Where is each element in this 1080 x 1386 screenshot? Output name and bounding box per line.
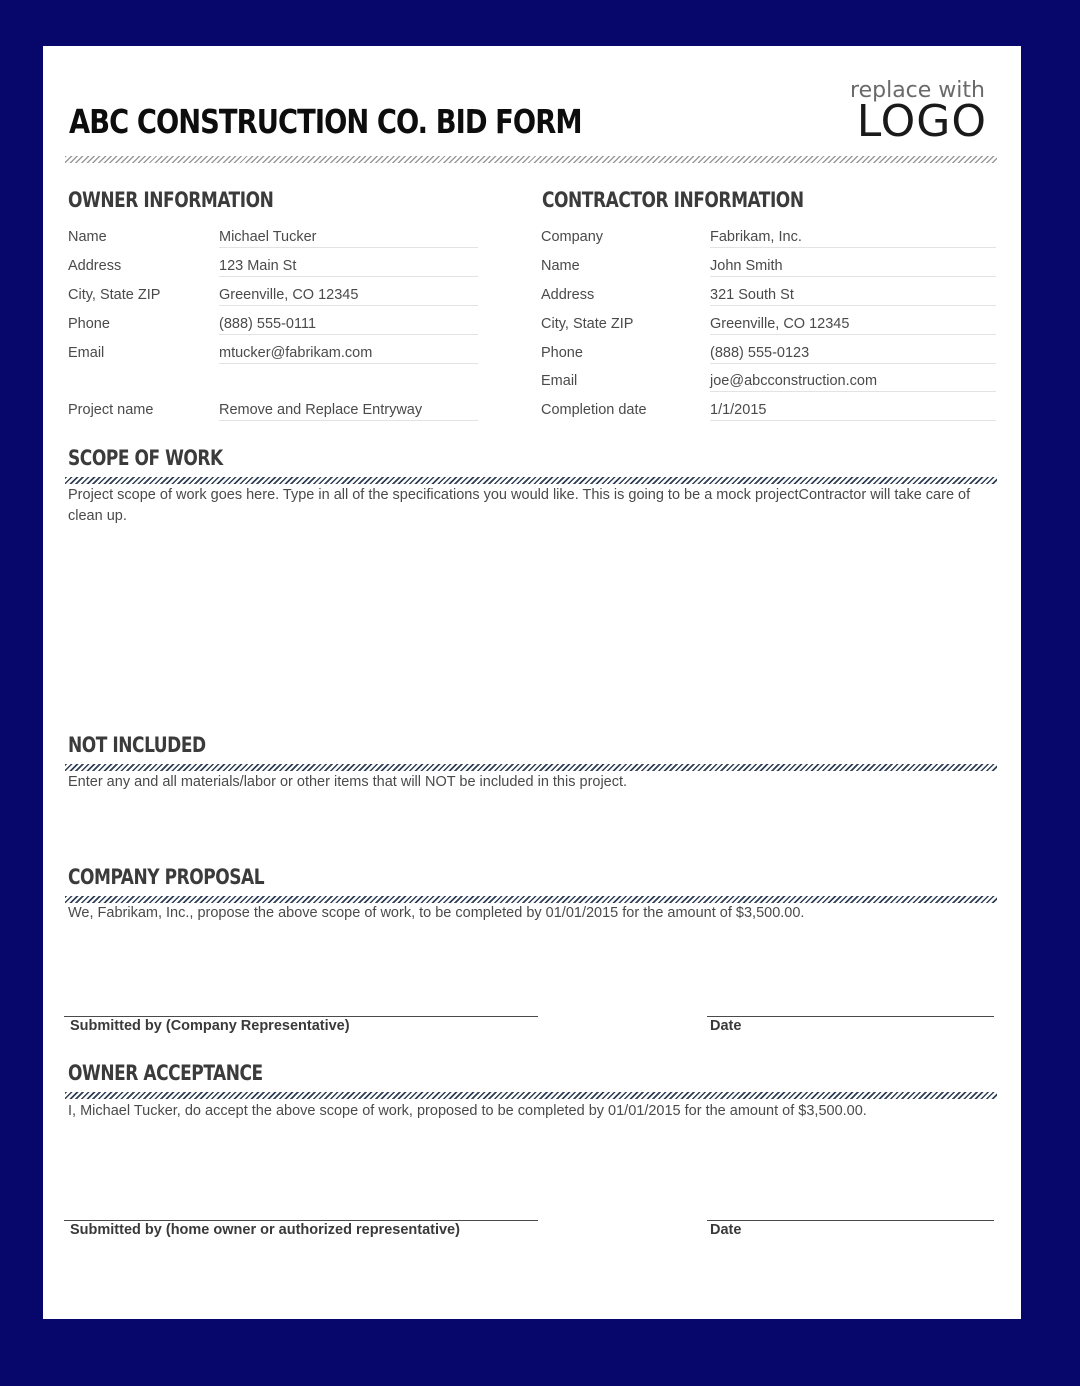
field-label: Email (541, 373, 578, 389)
acceptance-text[interactable]: I, Michael Tucker, do accept the above scope of work, proposed to be completed by 01/01/2015 for the amount of $3,500.00. (68, 1103, 867, 1119)
owner-city-field[interactable]: Greenville, CO 12345 (219, 287, 359, 303)
field-label: Completion date (541, 402, 647, 418)
contractor-name-field[interactable]: John Smith (710, 258, 783, 274)
field-label: Name (541, 258, 580, 274)
field-label: Name (68, 229, 107, 245)
company-signature-line[interactable] (64, 1016, 538, 1017)
owner-address-row (68, 255, 478, 277)
owner-name-field[interactable]: Michael Tucker (219, 229, 317, 245)
completion-date-row (541, 399, 996, 421)
proposal-divider (65, 896, 997, 903)
contractor-city-field[interactable]: Greenville, CO 12345 (710, 316, 850, 332)
field-label: City, State ZIP (68, 287, 161, 303)
owner-email-field[interactable]: mtucker@fabrikam.com (219, 345, 373, 361)
contractor-info-heading: CONTRACTOR INFORMATION (542, 188, 804, 212)
bid-form-page (43, 46, 1021, 1319)
proposal-heading: COMPANY PROPOSAL (68, 865, 265, 889)
owner-name-row (68, 226, 478, 248)
owner-address-field[interactable]: 123 Main St (219, 258, 297, 274)
completion-date-field[interactable]: 1/1/2015 (710, 402, 767, 418)
contractor-company-field[interactable]: Fabrikam, Inc. (710, 229, 802, 245)
proposal-text[interactable]: We, Fabrikam, Inc., propose the above scope of work, to be completed by 01/01/2015 for the amount of $3,500.00. (68, 905, 805, 921)
field-label: Phone (68, 316, 110, 332)
owner-phone-field[interactable]: (888) 555-0111 (219, 316, 317, 332)
owner-city-row (68, 284, 478, 306)
field-label: City, State ZIP (541, 316, 634, 332)
contractor-address-row (541, 284, 996, 306)
header-divider (65, 156, 997, 163)
scope-divider (65, 477, 997, 484)
owner-phone-row (68, 313, 478, 335)
not-included-heading: NOT INCLUDED (68, 733, 206, 757)
owner-info-heading: OWNER INFORMATION (68, 188, 274, 212)
acceptance-heading: OWNER ACCEPTANCE (68, 1061, 263, 1085)
scope-heading: SCOPE OF WORK (68, 446, 223, 470)
scope-text[interactable]: Project scope of work goes here. Type in all of the specifications you would like. This is going to be a mock projectContractor will take care of clean up. (68, 487, 971, 524)
not-included-text[interactable]: Enter any and all materials/labor or other items that will NOT be included in this project. (68, 774, 628, 790)
field-label: Project name (68, 402, 154, 418)
owner-email-row (68, 342, 478, 364)
project-name-field[interactable]: Remove and Replace Entryway (219, 402, 423, 418)
contractor-email-row (541, 370, 996, 392)
owner-signature-line[interactable] (64, 1220, 538, 1221)
not-included-divider (65, 764, 997, 771)
field-label: Address (541, 287, 595, 303)
contractor-phone-row (541, 342, 996, 364)
project-name-row (68, 399, 478, 421)
field-label: Address (68, 258, 122, 274)
contractor-name-row (541, 255, 996, 277)
acceptance-divider (65, 1092, 997, 1099)
owner-date-label: Date (710, 1222, 742, 1238)
logo-caption: replace with (850, 78, 985, 103)
contractor-address-field[interactable]: 321 South St (710, 287, 794, 303)
company-date-line[interactable] (707, 1016, 994, 1017)
company-signature-label: Submitted by (Company Representative) (70, 1018, 350, 1034)
field-label: Company (541, 229, 604, 245)
owner-signature-label: Submitted by (home owner or authorized representative) (70, 1222, 460, 1238)
logo-placeholder: LOGO (856, 96, 987, 147)
contractor-phone-field[interactable]: (888) 555-0123 (710, 345, 810, 361)
form-title: ABC CONSTRUCTION CO. BID FORM (69, 102, 582, 141)
field-label: Phone (541, 345, 583, 361)
company-date-label: Date (710, 1018, 742, 1034)
contractor-city-row (541, 313, 996, 335)
contractor-company-row (541, 226, 996, 248)
field-label: Email (68, 345, 105, 361)
contractor-email-field[interactable]: joe@abcconstruction.com (710, 373, 878, 389)
owner-date-line[interactable] (707, 1220, 994, 1221)
